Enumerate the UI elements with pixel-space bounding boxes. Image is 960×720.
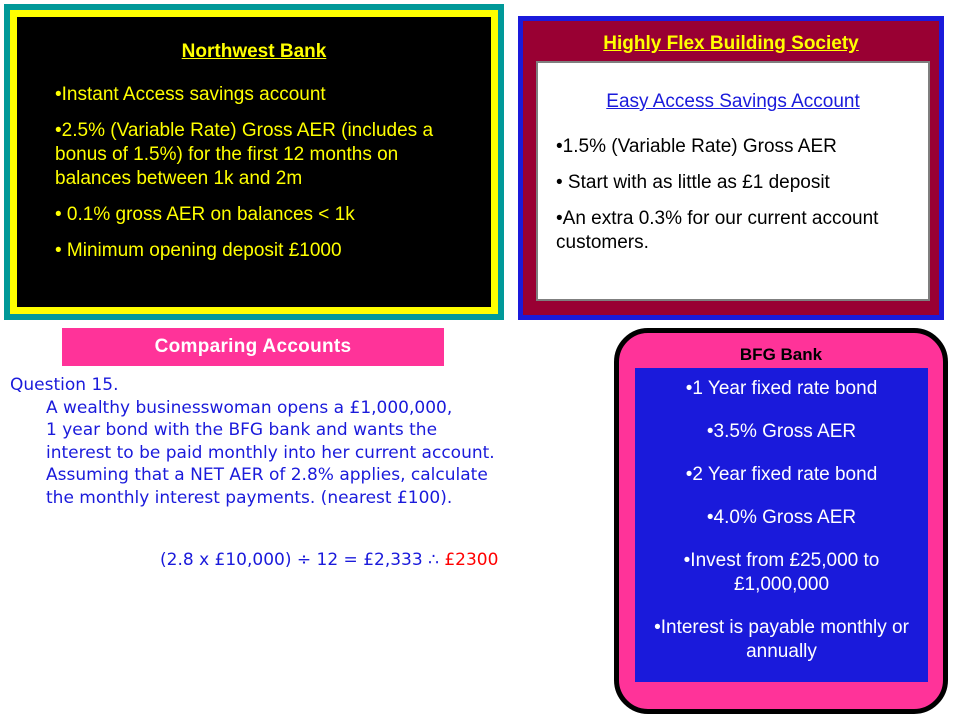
bfg-bank-panel [614, 328, 948, 714]
list-item: • 0.1% gross AER on balances < 1k [55, 204, 355, 225]
list-item: •4.0% Gross AER [706, 507, 857, 528]
question-line: A wealthy businesswoman opens a £1,000,000, [46, 397, 453, 418]
highly-flex-list [556, 135, 918, 267]
list-item: • Start with as little as £1 deposit [556, 172, 830, 193]
northwest-bank-panel [4, 4, 504, 320]
bfg-bank-list [635, 377, 928, 683]
bfg-bank-content [635, 368, 928, 682]
highly-flex-content [536, 61, 930, 301]
northwest-bank-list [55, 83, 473, 275]
panel-body [523, 21, 939, 315]
bfg-bank-title: BFG Bank [739, 345, 823, 364]
highly-flex-subtitle: Easy Access Savings Account [606, 91, 860, 112]
list-item: •Interest is payable monthly or annually [654, 617, 909, 662]
list-item: •3.5% Gross AER [706, 421, 857, 442]
list-item: •1.5% (Variable Rate) Gross AER [556, 136, 837, 157]
list-item: • Minimum opening deposit £1000 [55, 240, 342, 261]
list-item: •2.5% (Variable Rate) Gross AER (includes a bonus of 1.5%) for the first 12 months on balances between 1k and 2m [55, 120, 434, 189]
list-item: •An extra 0.3% for our current account customers. [556, 208, 879, 253]
question-heading: Question 15. [10, 375, 119, 395]
question-line: Assuming that a NET AER of 2.8% applies, calculate [46, 465, 488, 485]
list-item: •Instant Access savings account [55, 84, 326, 105]
northwest-bank-title: Northwest Bank [181, 41, 327, 62]
final-answer: £2300 [444, 550, 499, 570]
question-line: the monthly interest payments. (nearest £100). [46, 487, 453, 508]
highly-flex-panel [518, 16, 944, 320]
list-item: •Invest from £25,000 to £1,000,000 [683, 550, 880, 595]
highly-flex-title: Highly Flex Building Society [603, 33, 859, 54]
question-line: 1 year bond with the BFG bank and wants the [46, 420, 438, 440]
panel-body [17, 17, 491, 307]
comparing-accounts-banner: Comparing Accounts [62, 328, 444, 366]
question-line: interest to be paid monthly into her current account. [46, 442, 495, 463]
list-item: •2 Year fixed rate bond [685, 464, 878, 485]
list-item: •1 Year fixed rate bond [685, 378, 878, 399]
working-text: (2.8 x £10,000) ÷ 12 = £2,333 ∴ [160, 550, 445, 570]
answer-working [160, 550, 498, 570]
question-block [10, 374, 495, 509]
